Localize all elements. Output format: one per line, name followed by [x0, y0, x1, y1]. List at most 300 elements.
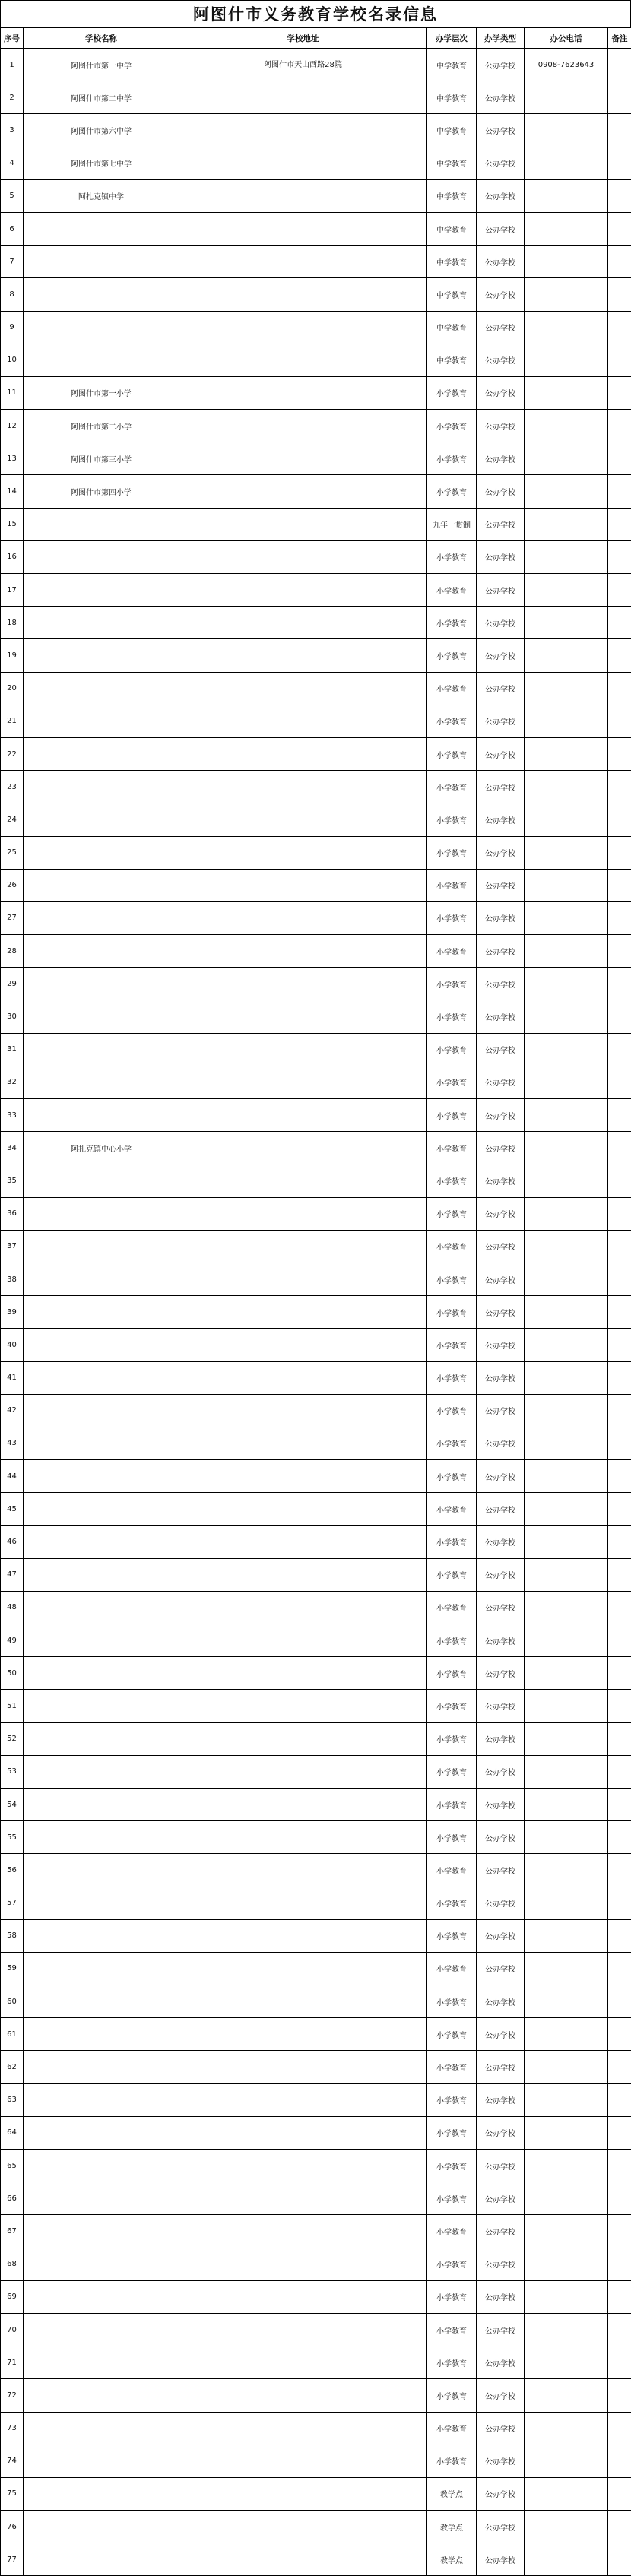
office-phone: [525, 1624, 608, 1657]
remark: [608, 968, 631, 1000]
school-address: [179, 2477, 427, 2510]
remark: [608, 1690, 631, 1722]
office-phone: [525, 2051, 608, 2083]
school-name: [24, 212, 179, 245]
row-index: 65: [1, 2150, 24, 2182]
remark: [608, 836, 631, 869]
row-index: 5: [1, 179, 24, 212]
row-index: 41: [1, 1361, 24, 1394]
school-name: [24, 1460, 179, 1493]
remark: [608, 1591, 631, 1624]
remark: [608, 212, 631, 245]
school-type: 公办学校: [477, 311, 525, 344]
row-index: 30: [1, 1000, 24, 1033]
school-name: [24, 1558, 179, 1591]
school-level: 中学教育: [427, 246, 477, 278]
school-type: 公办学校: [477, 410, 525, 442]
school-level: 中学教育: [427, 278, 477, 311]
row-index: 31: [1, 1033, 24, 1066]
school-type: 公办学校: [477, 935, 525, 968]
row-index: 63: [1, 2083, 24, 2116]
row-index: 73: [1, 2412, 24, 2445]
remark: [608, 1985, 631, 2018]
remark: [608, 311, 631, 344]
school-type: 公办学校: [477, 2445, 525, 2477]
table-row: [1, 639, 631, 672]
school-type: 公办学校: [477, 1493, 525, 1526]
school-name: [24, 968, 179, 1000]
remark: [608, 2543, 631, 2576]
school-type: 公办学校: [477, 1526, 525, 1558]
school-address: [179, 1033, 427, 1066]
school-type: 公办学校: [477, 1755, 525, 1788]
remark: [608, 1329, 631, 1361]
table-row: [1, 1296, 631, 1329]
table-row: [1, 1460, 631, 1493]
school-name: [24, 705, 179, 737]
table-row: [1, 311, 631, 344]
row-index: 1: [1, 49, 24, 81]
remark: [608, 114, 631, 147]
school-level: 中学教育: [427, 212, 477, 245]
remark: [608, 508, 631, 540]
row-index: 36: [1, 1197, 24, 1230]
table-row: [1, 1952, 631, 1985]
school-level: 中学教育: [427, 311, 477, 344]
table-row: [1, 1919, 631, 1952]
office-phone: [525, 410, 608, 442]
school-type: 公办学校: [477, 147, 525, 179]
office-phone: [525, 2412, 608, 2445]
school-address: [179, 2280, 427, 2313]
row-index: 53: [1, 1755, 24, 1788]
table-row: [1, 1788, 631, 1820]
row-index: 76: [1, 2511, 24, 2543]
remark: [608, 344, 631, 376]
school-level: 小学教育: [427, 2116, 477, 2149]
office-phone: [525, 771, 608, 803]
school-name: [24, 2346, 179, 2379]
table-row: [1, 2280, 631, 2313]
school-name: [24, 2051, 179, 2083]
school-level: 小学教育: [427, 2412, 477, 2445]
table-row: [1, 836, 631, 869]
table-row: [1, 2083, 631, 2116]
school-name: [24, 672, 179, 705]
table-row: [1, 2116, 631, 2149]
remark: [608, 2116, 631, 2149]
school-address: [179, 2150, 427, 2182]
remark: [608, 1000, 631, 1033]
remark: [608, 2083, 631, 2116]
school-name: [24, 2182, 179, 2215]
remark: [608, 2280, 631, 2313]
row-index: 71: [1, 2346, 24, 2379]
row-index: 52: [1, 1722, 24, 1755]
remark: [608, 49, 631, 81]
table-row: [1, 475, 631, 508]
school-type: 公办学校: [477, 607, 525, 639]
school-level: 小学教育: [427, 607, 477, 639]
office-phone: [525, 2280, 608, 2313]
remark: [608, 1033, 631, 1066]
school-name: [24, 1066, 179, 1098]
school-address: [179, 2379, 427, 2412]
school-level: 小学教育: [427, 2215, 477, 2248]
remark: [608, 2412, 631, 2445]
row-index: 60: [1, 1985, 24, 2018]
remark: [608, 803, 631, 836]
remark: [608, 639, 631, 672]
table-row: [1, 1329, 631, 1361]
school-name: [24, 607, 179, 639]
table-row: [1, 2150, 631, 2182]
office-phone: [525, 1919, 608, 1952]
remark: [608, 672, 631, 705]
school-address: [179, 2511, 427, 2543]
school-name: 阿图什市第三小学: [24, 442, 179, 475]
row-index: 28: [1, 935, 24, 968]
school-address: [179, 344, 427, 376]
school-type: 公办学校: [477, 1591, 525, 1624]
remark: [608, 1164, 631, 1197]
school-address: 阿图什市天山西路28院: [179, 49, 427, 81]
table-row: [1, 212, 631, 245]
school-level: 教学点: [427, 2477, 477, 2510]
table-row: [1, 442, 631, 475]
school-name: [24, 2018, 179, 2051]
school-name: [24, 2511, 179, 2543]
school-address: [179, 672, 427, 705]
row-index: 74: [1, 2445, 24, 2477]
row-index: 49: [1, 1624, 24, 1657]
school-address: [179, 147, 427, 179]
office-phone: [525, 901, 608, 934]
school-name: [24, 639, 179, 672]
office-phone: [525, 1887, 608, 1919]
school-address: [179, 1558, 427, 1591]
school-type: 公办学校: [477, 1952, 525, 1985]
school-level: 小学教育: [427, 1952, 477, 1985]
remark: [608, 1526, 631, 1558]
school-type: 公办学校: [477, 869, 525, 901]
table-row: [1, 1755, 631, 1788]
row-index: 16: [1, 540, 24, 573]
office-phone: [525, 1493, 608, 1526]
school-name: [24, 574, 179, 607]
row-index: 69: [1, 2280, 24, 2313]
school-type: 公办学校: [477, 81, 525, 114]
school-name: [24, 1591, 179, 1624]
school-level: 小学教育: [427, 1230, 477, 1263]
table-row: [1, 1624, 631, 1657]
school-name: [24, 1000, 179, 1033]
row-index: 42: [1, 1394, 24, 1427]
school-type: 公办学校: [477, 344, 525, 376]
school-type: 公办学校: [477, 2248, 525, 2280]
table-header-row: [1, 28, 631, 49]
school-address: [179, 1690, 427, 1722]
row-index: 22: [1, 737, 24, 770]
school-name: [24, 2280, 179, 2313]
school-name: [24, 869, 179, 901]
school-address: [179, 2313, 427, 2346]
table-row: [1, 2248, 631, 2280]
table-row: [1, 114, 631, 147]
office-phone: [525, 1722, 608, 1755]
remark: [608, 1066, 631, 1098]
table-row: [1, 1033, 631, 1066]
school-type: 公办学校: [477, 1854, 525, 1887]
school-address: [179, 836, 427, 869]
school-type: 公办学校: [477, 737, 525, 770]
table-row: [1, 1099, 631, 1132]
school-type: 公办学校: [477, 1722, 525, 1755]
school-name: [24, 311, 179, 344]
school-name: [24, 2445, 179, 2477]
school-address: [179, 1985, 427, 2018]
remark: [608, 147, 631, 179]
table-row: [1, 737, 631, 770]
table-row: [1, 968, 631, 1000]
school-address: [179, 1394, 427, 1427]
table-row: [1, 1230, 631, 1263]
remark: [608, 1887, 631, 1919]
row-index: 51: [1, 1690, 24, 1722]
school-name: [24, 508, 179, 540]
school-name: [24, 1296, 179, 1329]
remark: [608, 2051, 631, 2083]
office-phone: [525, 540, 608, 573]
school-name: [24, 2116, 179, 2149]
row-index: 62: [1, 2051, 24, 2083]
school-level: 小学教育: [427, 771, 477, 803]
school-level: 小学教育: [427, 968, 477, 1000]
school-address: [179, 1788, 427, 1820]
school-level: 小学教育: [427, 1985, 477, 2018]
school-address: [179, 246, 427, 278]
school-level: 中学教育: [427, 114, 477, 147]
school-address: [179, 1919, 427, 1952]
school-level: 小学教育: [427, 705, 477, 737]
office-phone: [525, 147, 608, 179]
row-index: 27: [1, 901, 24, 934]
school-name: [24, 540, 179, 573]
remark: [608, 376, 631, 409]
school-level: 小学教育: [427, 935, 477, 968]
table-row: [1, 2051, 631, 2083]
school-type: 公办学校: [477, 1624, 525, 1657]
school-level: 中学教育: [427, 81, 477, 114]
school-level: 小学教育: [427, 2346, 477, 2379]
school-type: 公办学校: [477, 1427, 525, 1459]
school-level: 小学教育: [427, 672, 477, 705]
table-row: [1, 1985, 631, 2018]
school-address: [179, 803, 427, 836]
school-level: 小学教育: [427, 1000, 477, 1033]
school-address: [179, 1722, 427, 1755]
school-level: 小学教育: [427, 1788, 477, 1820]
table-row: [1, 803, 631, 836]
row-index: 24: [1, 803, 24, 836]
school-name: 阿图什市第一中学: [24, 49, 179, 81]
school-address: [179, 2215, 427, 2248]
remark: [608, 1361, 631, 1394]
table-row: [1, 410, 631, 442]
school-type: 公办学校: [477, 2018, 525, 2051]
school-type: 公办学校: [477, 1985, 525, 2018]
office-phone: [525, 2182, 608, 2215]
row-index: 15: [1, 508, 24, 540]
table-row: [1, 2379, 631, 2412]
school-type: 公办学校: [477, 1690, 525, 1722]
office-phone: [525, 1854, 608, 1887]
office-phone: [525, 1558, 608, 1591]
table-row: [1, 2445, 631, 2477]
table-row: [1, 2511, 631, 2543]
school-type: 公办学校: [477, 1394, 525, 1427]
school-type: 公办学校: [477, 1164, 525, 1197]
row-index: 56: [1, 1854, 24, 1887]
school-type: 公办学校: [477, 49, 525, 81]
remark: [608, 1263, 631, 1295]
school-level: 小学教育: [427, 737, 477, 770]
school-name: [24, 1755, 179, 1788]
school-address: [179, 1066, 427, 1098]
row-index: 34: [1, 1132, 24, 1164]
remark: [608, 1952, 631, 1985]
school-address: [179, 968, 427, 1000]
row-index: 48: [1, 1591, 24, 1624]
school-type: 公办学校: [477, 1230, 525, 1263]
office-phone: [525, 1755, 608, 1788]
school-level: 小学教育: [427, 1460, 477, 1493]
remark: [608, 771, 631, 803]
row-index: 7: [1, 246, 24, 278]
office-phone: [525, 1164, 608, 1197]
school-table: [0, 27, 631, 2576]
school-name: [24, 2313, 179, 2346]
table-row: [1, 344, 631, 376]
office-phone: [525, 672, 608, 705]
school-type: 公办学校: [477, 2346, 525, 2379]
school-name: [24, 2543, 179, 2576]
office-phone: [525, 1066, 608, 1098]
column-header-phone: 办公电话: [525, 28, 608, 49]
office-phone: [525, 2379, 608, 2412]
table-row: [1, 376, 631, 409]
school-type: 公办学校: [477, 212, 525, 245]
school-type: 公办学校: [477, 2280, 525, 2313]
remark: [608, 2346, 631, 2379]
table-row: [1, 1427, 631, 1459]
school-level: 小学教育: [427, 836, 477, 869]
school-address: [179, 508, 427, 540]
school-address: [179, 475, 427, 508]
school-name: [24, 1263, 179, 1295]
row-index: 46: [1, 1526, 24, 1558]
school-type: 公办学校: [477, 2313, 525, 2346]
school-level: 九年一贯制: [427, 508, 477, 540]
office-phone: [525, 442, 608, 475]
remark: [608, 1460, 631, 1493]
row-index: 77: [1, 2543, 24, 2576]
school-level: 小学教育: [427, 2051, 477, 2083]
remark: [608, 1657, 631, 1690]
school-address: [179, 376, 427, 409]
school-level: 小学教育: [427, 1164, 477, 1197]
remark: [608, 278, 631, 311]
school-type: 公办学校: [477, 968, 525, 1000]
school-address: [179, 278, 427, 311]
office-phone: [525, 935, 608, 968]
school-name: [24, 1624, 179, 1657]
school-level: 小学教育: [427, 1591, 477, 1624]
school-type: 公办学校: [477, 179, 525, 212]
row-index: 68: [1, 2248, 24, 2280]
school-address: [179, 1361, 427, 1394]
school-level: 教学点: [427, 2511, 477, 2543]
office-phone: [525, 2116, 608, 2149]
school-level: 小学教育: [427, 1755, 477, 1788]
office-phone: [525, 968, 608, 1000]
school-address: [179, 1624, 427, 1657]
office-phone: [525, 1361, 608, 1394]
school-address: [179, 1000, 427, 1033]
remark: [608, 607, 631, 639]
school-type: 公办学校: [477, 2215, 525, 2248]
column-header-remark: 备注: [608, 28, 631, 49]
table-row: [1, 1526, 631, 1558]
school-address: [179, 705, 427, 737]
table-row: [1, 2346, 631, 2379]
row-index: 75: [1, 2477, 24, 2510]
school-address: [179, 2346, 427, 2379]
school-name: 阿图什市第一小学: [24, 376, 179, 409]
remark: [608, 2477, 631, 2510]
table-row: [1, 49, 631, 81]
school-name: 阿图什市第四小学: [24, 475, 179, 508]
row-index: 20: [1, 672, 24, 705]
row-index: 64: [1, 2116, 24, 2149]
school-level: 小学教育: [427, 1690, 477, 1722]
office-phone: [525, 1952, 608, 1985]
table-row: [1, 540, 631, 573]
school-level: 小学教育: [427, 540, 477, 573]
office-phone: [525, 2018, 608, 2051]
table-row: [1, 1657, 631, 1690]
school-type: 公办学校: [477, 1066, 525, 1098]
school-level: 小学教育: [427, 574, 477, 607]
office-phone: [525, 1821, 608, 1854]
row-index: 12: [1, 410, 24, 442]
school-level: 小学教育: [427, 1394, 477, 1427]
school-address: [179, 1493, 427, 1526]
school-address: [179, 1329, 427, 1361]
school-name: [24, 803, 179, 836]
school-level: 小学教育: [427, 1493, 477, 1526]
office-phone: [525, 1657, 608, 1690]
school-name: [24, 2379, 179, 2412]
school-name: 阿扎克镇中心小学: [24, 1132, 179, 1164]
office-phone: [525, 114, 608, 147]
school-type: 公办学校: [477, 114, 525, 147]
school-type: 公办学校: [477, 1558, 525, 1591]
row-index: 37: [1, 1230, 24, 1263]
remark: [608, 1427, 631, 1459]
table-row: [1, 2543, 631, 2576]
row-index: 2: [1, 81, 24, 114]
